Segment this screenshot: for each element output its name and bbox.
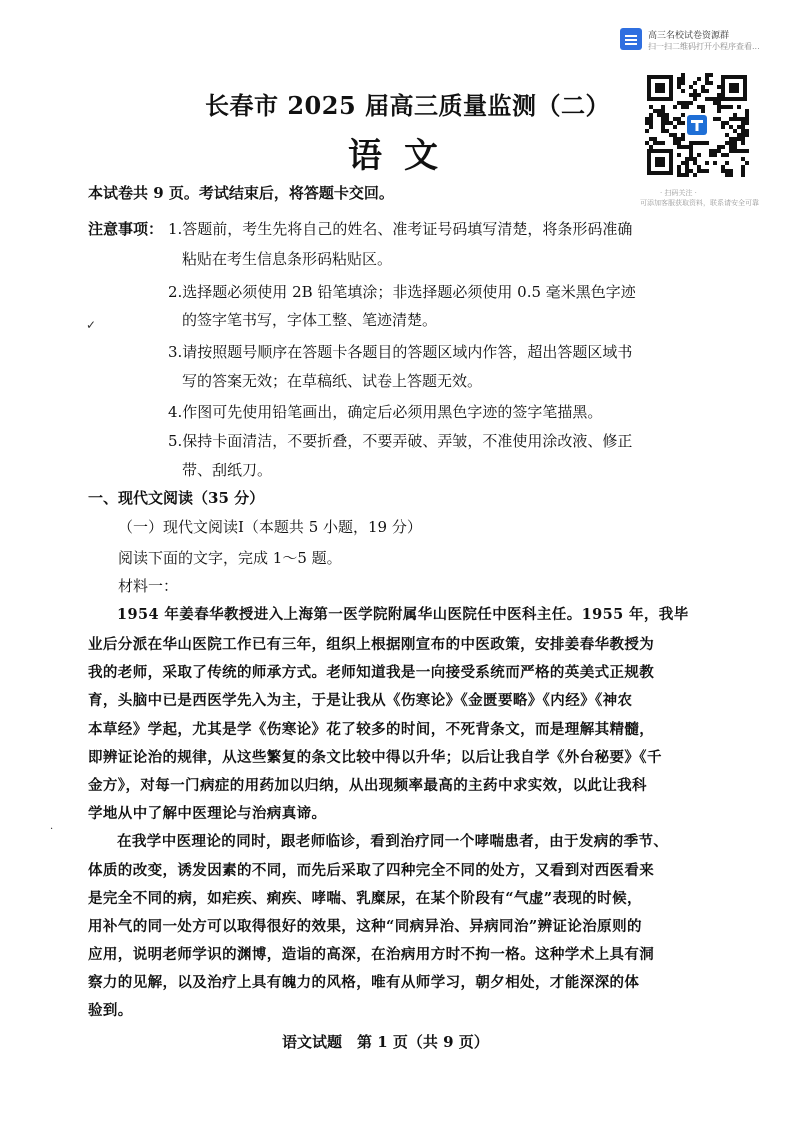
passage-p2-line-5: 应用，说明老师学识的渊博，造诣的高深，在治病用方时不拘一格。这种学术上具有洞 [88,946,655,963]
passage-p1-line-5: 本草经》学起，尤其是学《伤寒论》花了较多的时间，不死背条文，而是理解其精髓， [88,721,655,738]
subject-title: 语文 [348,136,460,176]
material-label: 材料一： [118,577,179,595]
promo-banner[interactable] [620,28,790,58]
passage-p1-line-2: 业后分派在华山医院工作已有三年，组织上根据刚宣布的中医政策，安排姜春华教授为 [88,636,655,653]
promo-title: 高三名校试卷资源群 [648,31,730,41]
passage-p1-line-7: 金方》，对每一门病症的用药加以归纳，从出现频率最高的主药中求实效，以此让我科 [88,777,647,794]
note-item-2-line-2: 的签字笔书写，字体工整、笔迹清楚。 [182,311,438,329]
exam-title: 长春市 2025 届高三质量监测（二） [205,91,611,120]
section-subheading: （一）现代文阅读Ⅰ（本题共 5 小题，19 分） [118,518,422,536]
passage-p1-line-3: 我的老师，采取了传统的师承方式。老师知道我是一向接受系统而严格的英美式正规教 [88,664,655,681]
passage-p1-line-8: 学地从中了解中医理论与治病真谛。 [88,805,327,822]
passage-p2-line-4: 用补气的同一处方可以取得很好的效果，这种“同病异治、异病同治”辨证论治原则的 [88,918,642,935]
note-item-2-line-1: 2.选择题必须使用 2B 铅笔填涂；非选择题必须使用 0.5 毫米黑色字迹 [168,283,636,301]
note-item-3-line-1: 3.请按照题号顺序在答题卡各题目的答题区域内作答，超出答题区域书 [168,343,633,361]
intro-text: 本试卷共 9 页。考试结束后，将答题卡交回。 [88,184,394,202]
passage-p2-line-1: 在我学中医理论的同时，跟老师临诊，看到治疗同一个哮喘患者，由于发病的季节、 [117,833,669,850]
promo-subtitle: 扫一扫二维码打开小程序查看... [648,42,760,51]
section-instruction: 阅读下面的文字，完成 1～5 题。 [118,549,342,567]
qr-caption-note: 可添加客服获取资料，联系请安全可靠 [640,199,759,207]
note-item-1-line-2: 粘贴在考生信息条形码粘贴区。 [182,250,393,268]
passage-p2-line-2: 体质的改变，诱发因素的不同，而先后采取了四种完全不同的处方，又看到对西医看来 [88,862,655,879]
qr-code-image[interactable] [645,73,749,177]
qr-caption: · 扫码关注 · [660,189,697,197]
note-item-3-line-2: 写的答案无效；在草稿纸、试卷上答题无效。 [182,372,483,390]
section-heading: 一、现代文阅读（35 分） [88,489,265,507]
note-item-5-line-1: 5.保持卡面清洁，不要折叠，不要弄破、弄皱，不准使用涂改液、修正 [168,432,633,450]
note-item-1-line-1: 1.答题前，考生先将自己的姓名、准考证号码填写清楚，将条形码准确 [168,220,633,238]
passage-p1-line-6: 即辨证论治的规律，从这些繁复的条文比较中得以升华；以后让我自学《外台秘要》《千 [88,749,662,766]
passage-p1-line-1: 1954 年姜春华教授进入上海第一医学院附属华山医院任中医科主任。1955 年，我毕 [117,606,689,623]
page-footer: 语文试题 第 1 页（共 9 页） [282,1033,489,1051]
passage-p2-line-3: 是完全不同的病，如疟疾、痢疾、哮喘、乳糜尿，在某个阶段有“气虚”表现的时候， [88,890,642,907]
passage-p2-line-7: 验到。 [88,1002,133,1019]
passage-p2-line-6: 察力的见解，以及治疗上具有魄力的风格，唯有从师学习，朝夕相处，才能深深的体 [88,974,640,991]
document-app-icon [620,28,642,50]
passage-p1-line-4: 育，头脑中已是西医学先入为主，于是让我从《伤寒论》《金匮要略》《内经》《神农 [88,692,633,709]
check-mark: ✓ [86,318,97,332]
notes-label: 注意事项： [88,220,164,238]
note-item-5-line-2: 带、刮纸刀。 [182,461,273,479]
note-item-4: 4.作图可先使用铅笔画出，确定后必须用黑色字迹的签字笔描黑。 [168,403,603,421]
stray-mark: · [50,824,54,835]
